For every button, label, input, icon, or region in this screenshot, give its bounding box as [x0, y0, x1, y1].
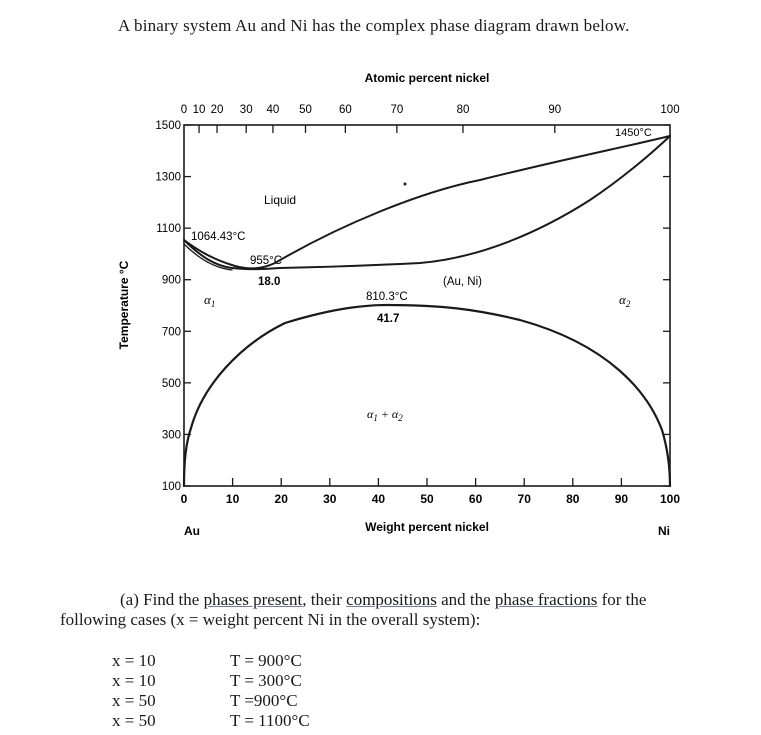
underlined-phase-fractions: phase fractions — [494, 590, 598, 609]
liquidus-curve — [184, 136, 670, 268]
bottom-tick-label: 80 — [566, 492, 580, 506]
case-composition: x = 50 — [112, 691, 156, 710]
miscibility-gap-curve — [184, 305, 670, 486]
question-line-1: (a) Find the phases present, their compositions and the phase fractions for the — [120, 590, 647, 609]
left-tick-label: 1100 — [156, 223, 181, 236]
intro-text: A binary system Au and Ni has the complex phase diagram drawn below. — [118, 16, 630, 35]
top-tick-label: 100 — [660, 104, 680, 116]
bottom-tick-label: 50 — [420, 492, 434, 506]
label-ni-melting: 1450°C — [615, 127, 652, 139]
case-temperature: T =900°C — [230, 691, 298, 710]
left-tick-label: 900 — [161, 274, 181, 287]
case-temperature: T = 1100°C — [230, 711, 310, 730]
case-row — [112, 651, 310, 671]
left-tick-label: 300 — [161, 429, 181, 442]
top-axis-title: Atomic percent nickel — [364, 71, 490, 85]
case-composition: x = 10 — [112, 651, 156, 670]
case-list — [112, 651, 310, 731]
label-minimum-temp: 955°C — [250, 255, 283, 267]
top-tick-label: 80 — [456, 104, 470, 116]
question-text — [60, 590, 740, 630]
element-label-au: Au — [184, 524, 200, 538]
underlined-phases-present: phases present — [203, 590, 303, 609]
left-tick-label: 1500 — [155, 120, 181, 132]
label-au-melting: 1064.43°C — [191, 231, 246, 243]
label-alpha2: $\alpha_2$ — [619, 292, 631, 309]
top-tick-label: 30 — [239, 104, 253, 116]
label-critical-temp: 810.3°C — [366, 291, 408, 303]
case-temperature: T = 300°C — [230, 671, 302, 690]
bottom-tick-label: 0 — [180, 492, 188, 506]
bottom-tick-label: 10 — [225, 492, 240, 506]
bottom-tick-label: 90 — [614, 492, 629, 506]
top-tick-label: 90 — [548, 104, 562, 116]
top-tick-label: 10 — [192, 104, 206, 116]
label-critical-comp: 41.7 — [377, 313, 400, 325]
case-composition: x = 10 — [112, 671, 156, 690]
speck-dot — [404, 183, 407, 186]
left-tick-label: 500 — [161, 377, 181, 390]
case-composition: x = 50 — [112, 711, 156, 730]
case-row — [112, 671, 310, 691]
element-label-ni: Ni — [658, 524, 670, 538]
bottom-axis-title: Weight percent nickel — [365, 520, 489, 534]
bottom-tick-label: 100 — [659, 492, 681, 506]
case-row — [112, 691, 310, 711]
bottom-tick-label: 40 — [371, 492, 386, 506]
left-tick-label: 100 — [161, 481, 181, 493]
top-tick-label: 60 — [338, 104, 352, 116]
top-tick-label: 70 — [390, 104, 404, 116]
left-tick-label: 1300 — [155, 171, 181, 184]
label-minimum-comp: 18.0 — [258, 276, 281, 288]
bottom-tick-label: 70 — [517, 492, 531, 506]
top-tick-label: 20 — [210, 104, 224, 116]
bottom-tick-label: 20 — [274, 492, 288, 506]
top-tick-label: 50 — [299, 104, 312, 116]
label-solid-solution: (Au, Ni) — [443, 276, 482, 288]
label-two-phase-region: $\alpha_1 + \alpha_2$ — [367, 407, 403, 423]
label-alpha1: $\alpha_1$ — [204, 292, 216, 309]
left-tick-label: 700 — [161, 326, 181, 339]
bottom-tick-label: 60 — [468, 492, 483, 506]
underlined-compositions: compositions — [346, 590, 437, 609]
question-line-2: following cases (x = weight percent Ni in the overall system): — [60, 610, 481, 629]
case-row — [112, 711, 310, 731]
top-tick-label: 0 — [180, 104, 188, 116]
case-temperature: T = 900°C — [230, 651, 302, 670]
top-tick-label: 40 — [266, 104, 280, 116]
label-liquid: Liquid — [264, 193, 297, 207]
bottom-tick-label: 30 — [323, 492, 337, 506]
left-axis-title: Temperature °C — [117, 260, 131, 350]
solidus-curve — [184, 136, 670, 269]
